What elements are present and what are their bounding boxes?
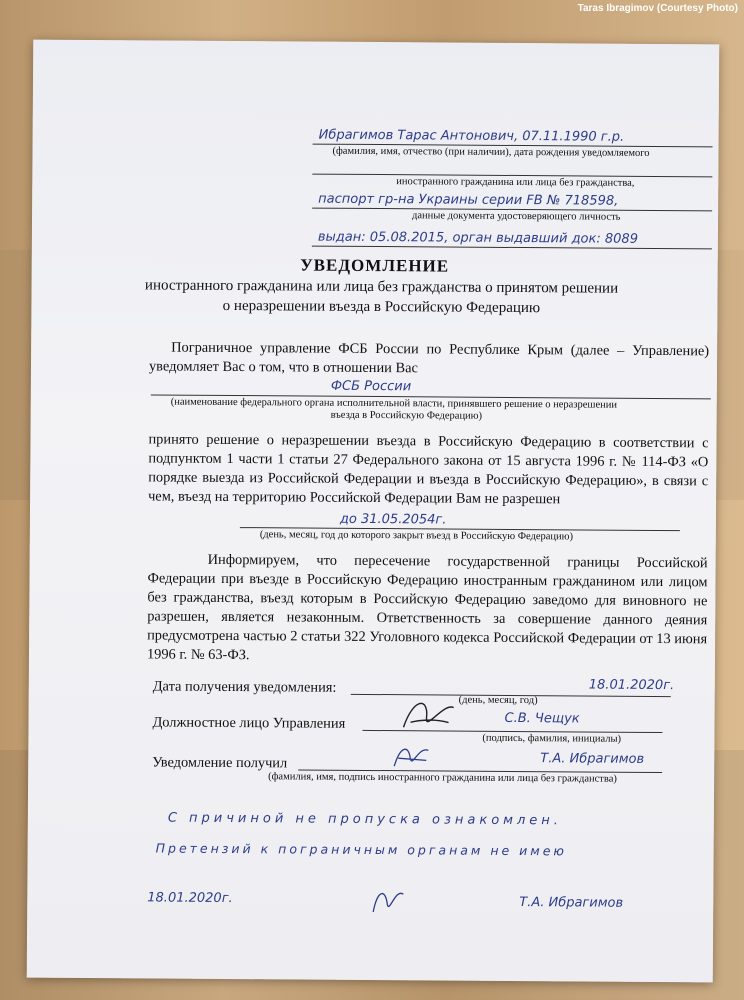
issued-handwritten: выдан: 05.08.2015, орган выдавший док: 8089 [317,229,639,247]
official-caption: (подпись, фамилия, инициалы) [482,732,622,745]
authority-caption-1: (наименование федерального органа исполнительной власти, принявшего решение о неразрешении [170,396,618,411]
passport-caption: данные документа удостоверяющего личность [412,210,621,223]
intro-paragraph: Пограничное управление ФСБ России по Республике Крым (далее – Управление) уведомляет Вас о том, что в отношении Вас [148,339,710,377]
date-caption: (день, месяц, год) [458,694,538,707]
name-handwritten: Ибрагимов Тарас Антонович, 07.11.1990 г.р. [318,127,625,145]
received-caption: (фамилия, имя, подпись иностранного гражданина или лица без гражданства) [268,771,617,785]
note-date: 18.01.2020г. [147,890,233,907]
warning-paragraph: Информируем, что пересечение государственной границы Российской Федерации при въезде в Российскую Федерацию иностранным гражданином или лицом без гражданства, въезд которым в Российскую Федерацию заведомо для виновного не разрешен, является незаконным. Ответственность за совершение данного деяния предусмотрена частью 2 статьи 322 Уголовного кодекса Российской Федерации от 13 июня 1996 г. № 63-ФЗ. [146,551,708,664]
recipient-signature [388,738,434,774]
authority-handwritten: ФСБ России [330,378,412,395]
received-label: Уведомление получил [152,754,288,772]
authority-caption-2: въезда в Российскую Федерацию) [330,409,483,422]
name-caption: (фамилия, имя, отчество (при наличии), дата рождения уведомляемого [332,145,650,159]
until-caption: (день, месяц, год до которого закрыт въезд в Российскую Федерацию) [259,529,574,543]
issued-line [312,246,712,250]
foreign-caption: иностранного гражданина или лица без гражданства, [396,176,635,189]
official-value: С.В. Чещук [504,710,580,727]
note-name: Т.А. Ибрагимов [519,895,624,911]
official-label: Должностное лицо Управления [152,714,346,732]
date-value: 18.01.2020г. [588,677,675,694]
notification-document [27,40,720,983]
note-line-2: Претензий к пограничным органам не имею [155,840,568,859]
official-signature [398,692,458,737]
photo-credit: Taras Ibragimov (Courtesy Photo) [577,3,738,14]
document-title: УВЕДОМЛЕНИЕ [300,255,450,276]
passport-handwritten: паспорт гр-на Украины серии FВ № 718598, [318,191,619,209]
subtitle-line-2: о неразрешении въезда в Российскую Федерацию [222,297,541,317]
note-signature [367,882,407,918]
received-value: Т.А. Ибрагимов [540,751,645,767]
decision-paragraph: принято решение о неразрешении въезда в Российскую Федерацию в соответствии с подпунктом 1 части 1 статьи 27 Федерального закона от 15 августа 1996 г. № 114-ФЗ «О порядке выезда из Российской Федерации и въезда в Российскую Федерацию», в связи с чем, въезд на территорию Российской Федерации Вам не разрешен [148,431,709,508]
date-label: Дата получения уведомления: [152,678,337,696]
note-line-1: С причиной не пропуска ознакомлен. [167,810,562,829]
until-handwritten: до 31.05.2054г. [339,511,447,528]
subtitle-line-1: иностранного гражданина или лица без гражданства о принятом решении [144,277,619,297]
